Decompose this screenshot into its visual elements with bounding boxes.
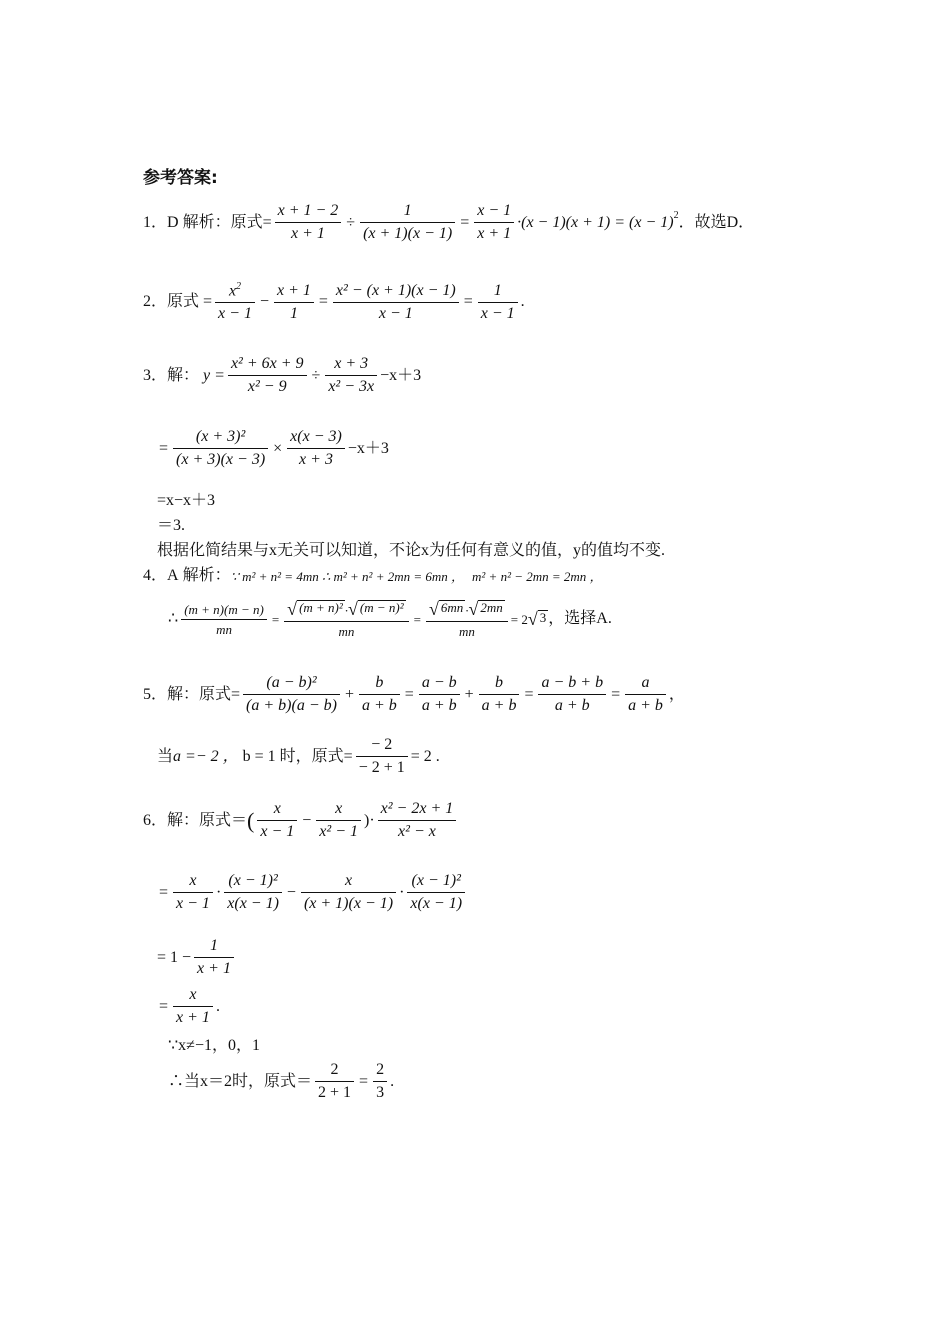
answer-3-step-4: ＝3. [157,517,186,534]
fraction: $\frac{- 2}{- 2 + 1}$ [356,737,408,776]
fraction: x x − 1 [257,801,297,840]
answer-3-step-2: = $\frac{\text{(x + 3)²}}{(x + 3)(x - 3)}$ × $\frac{x(x - 3)}{x + 3}$ −x＋3 [159,428,389,468]
answers-heading: 参考答案: [143,168,218,188]
answer-6-step-3: = 1 − $\frac{1}{x + 1}$ [157,938,237,977]
square-root: √ (m − n)² [348,599,404,619]
fraction: $\frac{(m + n)(m - n)}{mn}$ [181,603,267,636]
fraction: √ 6mn · √ 2mn mn [426,600,508,638]
answer-3: 3． 解： y = $\frac{\text{x² + 6x + 9}}{\text{x² − 9}}$ ÷ $\frac{x + 3}{\text{x² − 3x}}$ −x＋3 [143,355,422,395]
square-root: √ 6mn [428,599,464,619]
answer-4-step-2: ∴ $\frac{(m + n)(m - n)}{mn}$ = √ (m + n)² · √ (m − n)² mn = √ 6mn · √ 2mn mn = 2 √ 3 ，选择A. [168,599,612,639]
expression: ·(x − 1)(x + 1) = (x − 1) [517,213,674,231]
answer-number: 6． [143,811,168,829]
fraction: $\frac{b}{a + b}$ [359,675,400,714]
fraction: (x − 1)² x(x − 1) [224,873,282,912]
operator: = [460,213,470,231]
answer-6-condition: ∵x≠−1，0，1 [168,1037,260,1054]
square-root: √ (m + n)² [287,599,343,619]
fraction: $\frac{x(x - 3)}{x + 3}$ [287,429,345,468]
fraction: $\frac{x^2}{x - 1}$ [215,282,255,322]
answer-number: 5． [143,685,168,703]
fraction: $\frac{\text{(x + 3)²}}{(x + 3)(x - 3)}$ [173,429,268,468]
answer-4: 4．A 解析： ∵ m² + n² = 4mn ∴ m² + n² + 2mn = 6mn ， m² + n² − 2mn = 2mn ， [143,567,603,584]
fraction: $\frac{x + 1 - 2}{x + 1}$ [275,203,342,242]
answer-label: 解析： [182,567,231,584]
fraction: $\frac{1}{(x + 1)(x - 1)}$ [360,203,455,242]
fraction: $\frac{x + 1}{1}$ [274,283,314,322]
answer-label: 解：原式= [167,685,241,703]
answer-label: 解： [167,366,200,384]
fraction: $\frac{\text{x² − (x + 1)(x − 1)}}{x - 1}$ [333,283,459,322]
answer-6-step-2: = $\frac{x}{x - 1}$ · (x − 1)² x(x − 1) − $\frac{x}{(x + 1)(x - 1)}$ · (x − 1)² x(x − 1) [157,873,468,912]
answer-number: 2． [143,293,168,311]
operator: ÷ [346,213,356,231]
answer-1 [143,203,754,242]
fraction: $\frac{\text{(a − b)²}}{(a + b)(a - b)}$ [243,675,340,714]
answer-6: 6． 解：原式＝ ( x x − 1 − $\frac{x}{\text{x² − 1}}$ )· x² − 2x + 1 x² − x [143,801,459,840]
answer-5: 5． 解：原式= $\frac{\text{(a − b)²}}{(a + b)(a - b)}$ + $\frac{b}{a + b}$ = $\frac{a - b}{a + b}$ + $\frac{b}{a + b}$ = $\frac{a - b + b}{a + b}$ = $\frac{a}{a + b}$ ， [143,674,685,714]
fraction: $\frac{a - b}{a + b}$ [419,675,460,714]
fraction: $\frac{x + 3}{\text{x² − 3x}}$ [325,356,377,395]
fraction: $\frac{1}{x - 1}$ [478,283,518,322]
answer-number: 1．D [143,213,179,231]
fraction: $\frac{1}{x + 1}$ [194,938,234,977]
square-root: √ 3 [527,609,547,629]
fraction: $\frac{x}{x - 1}$ [173,873,213,912]
fraction: $\frac{2}{3}$ [373,1062,387,1101]
fraction: $\frac{x}{\text{x² − 1}}$ [316,801,361,840]
fraction: $\frac{x}{x + 1}$ [173,987,213,1026]
answer-2: 2． 原式 = $\frac{x^2}{x - 1}$ − $\frac{x + 1}{1}$ = $\frac{\text{x² − (x + 1)(x − 1)}}{x - 1}$ = $\frac{1}{x - 1}$ . [143,281,525,323]
exponent: 2 [673,210,679,221]
fraction: $\frac{b}{a + b}$ [479,675,520,714]
fraction: $\frac{x}{(x + 1)(x - 1)}$ [301,873,396,912]
answer-5-step-2: 当 a =− 2 ， b = 1 时，原式= $\frac{- 2}{- 2 + 1}$ = 2 . [157,736,440,776]
answer-number: 3． [143,366,168,384]
fraction: $\frac{x - 1}{x + 1}$ [474,203,514,242]
fraction: $\frac{a}{a + b}$ [625,675,666,714]
answer-3-conclusion: 根据化简结果与x无关可以知道，不论x为任何有意义的值，y的值均不变. [157,542,666,559]
fraction: (x − 1)² x(x − 1) [407,873,465,912]
fraction: $\frac{2}{2 + 1}$ [315,1062,354,1101]
answer-6-conclusion: ∴当x＝2时，原式＝ $\frac{2}{2 + 1}$ = $\frac{2}{3}$ . [168,1061,395,1101]
fraction: x² − 2x + 1 x² − x [378,801,457,840]
answer-label: 解：原式＝ [167,811,248,829]
fraction: √ (m + n)² · √ (m − n)² mn [284,600,408,638]
square-root: √ 2mn [468,599,503,619]
answer-6-step-4: = $\frac{x}{x + 1}$ . [159,986,220,1026]
answer-label: 解析：原式= [182,213,272,231]
answer-label: 原式 = [167,293,213,311]
answer-number: 4．A [143,567,179,584]
conclusion: ．故选D． [678,213,755,231]
fraction: $\frac{\text{x² + 6x + 9}}{\text{x² − 9}}$ [228,356,307,395]
fraction: $\frac{a - b + b}{a + b}$ [538,675,606,714]
answer-3-step-3: =x−x＋3 [157,492,216,509]
